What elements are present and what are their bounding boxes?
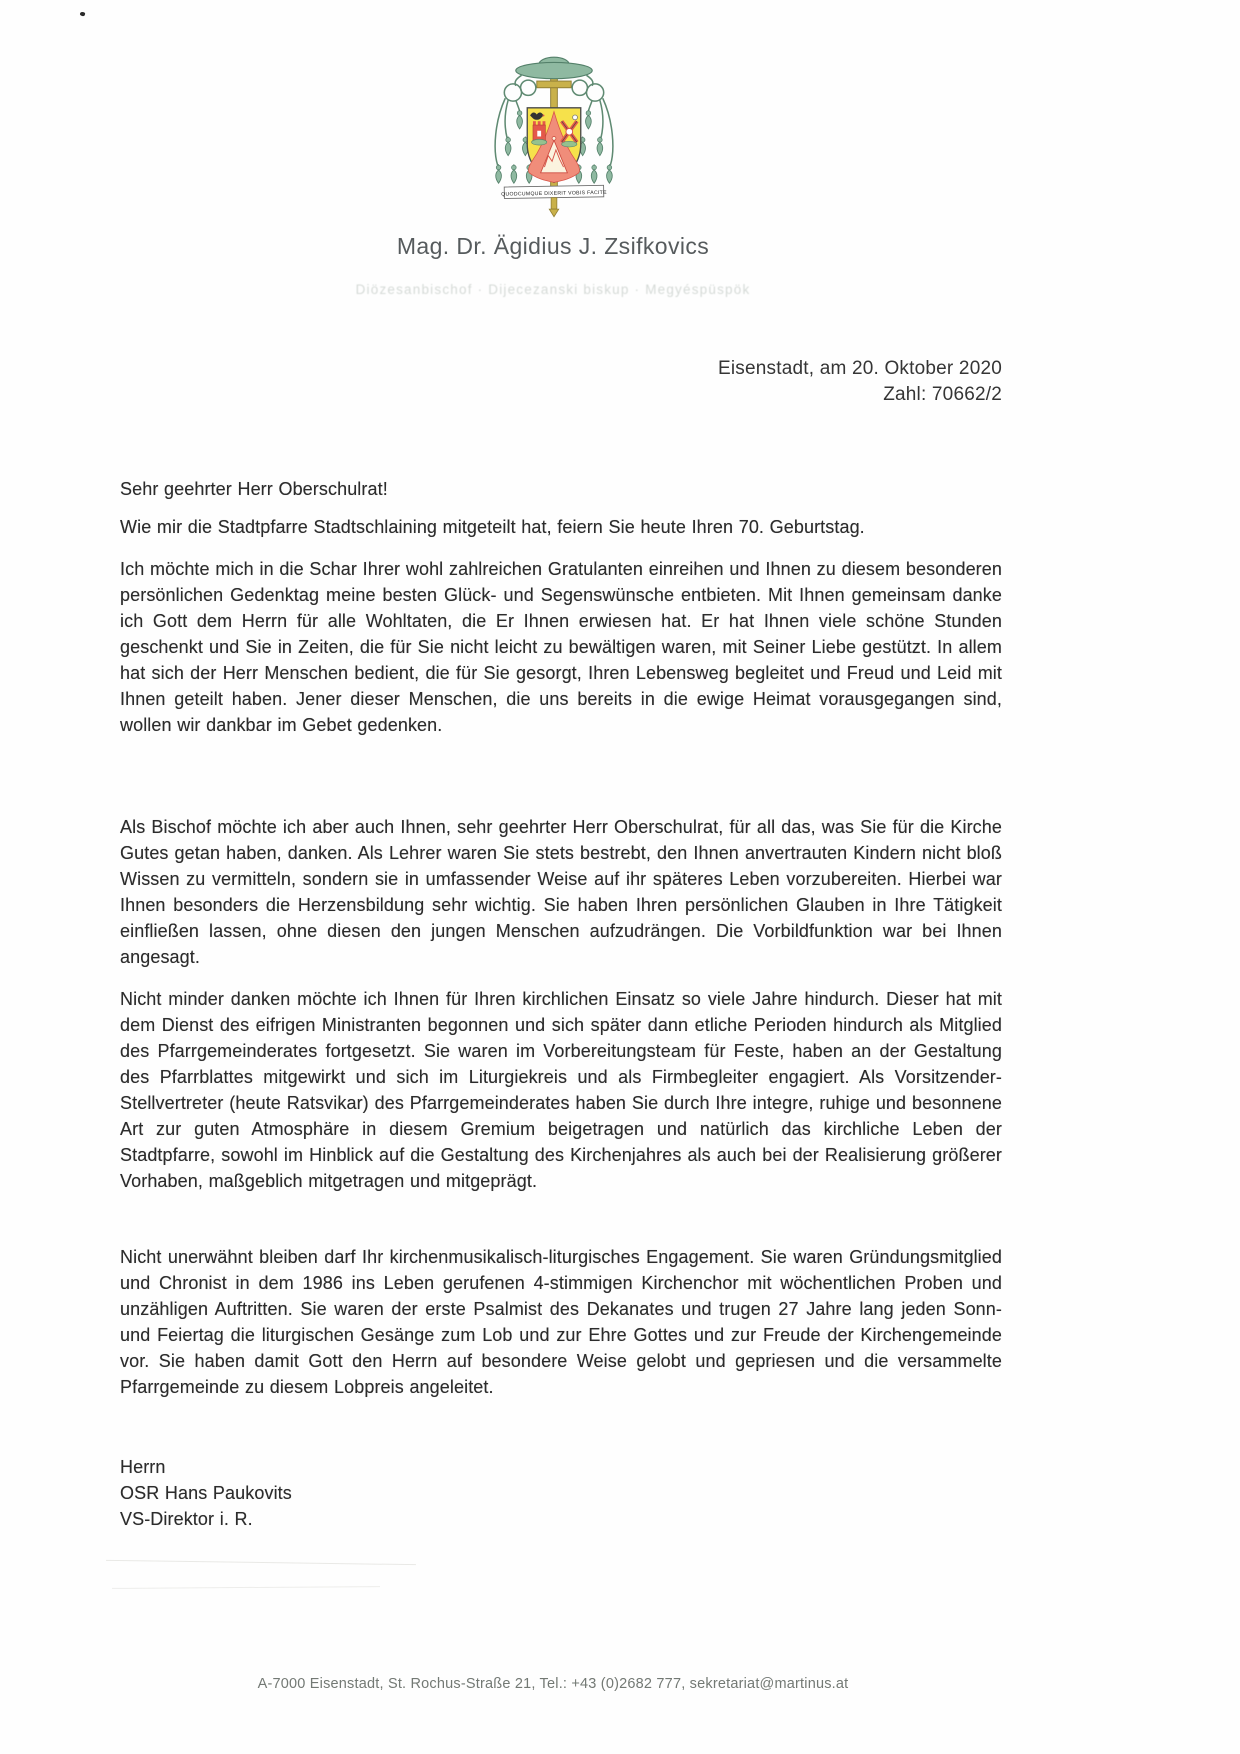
dateline: Eisenstadt, am 20. Oktober 2020	[718, 358, 1002, 379]
reference-number: Zahl: 70662/2	[883, 384, 1002, 405]
paragraph-teacher: Als Bischof möchte ich aber auch Ihnen, sehr geehrter Herr Oberschulrat, für all das, was Sie für die Kirche Gutes getan haben, danken. Als Lehrer waren Sie stets bestrebt, den Ihnen anvertrauten Kindern nicht bloß Wissen zu vermitteln, sondern sie in umfassender Weise auf ihr späteres Leben vorzubereiten. Hierbei war Ihnen besonders die Herzensbildung sehr wichtig. Sie haben Ihren persönlichen Glauben in Ihre Tätigkeit einfließen lassen, ohne diesen den jungen Menschen aufzudrängen. Die Vorbildfunktion war bei Ihnen angesagt.	[120, 817, 1002, 967]
footer-address: A-7000 Eisenstadt, St. Rochus-Straße 21, Tel.: +43 (0)2682 777, sekretariat@martinus.at	[257, 1676, 849, 1692]
sender-name: Mag. Dr. Ägidius J. Zsifkovics	[396, 233, 710, 259]
paragraph-church-music: Nicht unerwähnt bleiben darf Ihr kirchenmusikalisch-liturgisches Engagement. Sie waren Gründungsmitglied und Chronist in dem 1986 ins Leben gerufenen 4-stimmigen Kirchenchor mit wöchentlichen Proben und unzähligen Auftritten. Sie waren der erste Psalmist des Dekanates und trugen 27 Jahre lang jeden Sonn- und Feiertag die liturgischen Gesänge zum Lob und zur Ehre Gottes und zur Freude der Kirchengemeinde vor. Sie haben damit Gott den Herrn auf besondere Weise gelobt und gepriesen und die versammelte Pfarrgemeinde zu diesem Lobpreis angeleitet.	[120, 1247, 1002, 1397]
date-block	[120, 356, 1002, 408]
paragraph-birthday: Wie mir die Stadtpfarre Stadtschlaining mitgeteilt hat, feiern Sie heute Ihren 70. Geburtstag.	[120, 517, 865, 537]
salutation: Sehr geehrter Herr Oberschulrat!	[120, 479, 388, 499]
cross-tip	[549, 198, 559, 217]
scan-artifact-dot	[80, 11, 86, 16]
recipient-block	[120, 1454, 620, 1532]
scan-artifact-smudge	[112, 1586, 380, 1589]
crest-motto: QUODCUMQUE DIXERIT VOBIS FACITE	[501, 189, 607, 198]
bishop-coat-of-arms	[468, 52, 640, 220]
galero-hat-icon	[516, 57, 592, 78]
recipient-line: VS-Direktor i. R.	[120, 1509, 253, 1529]
recipient-line: Herrn	[120, 1457, 166, 1477]
coat-of-arms-icon	[468, 52, 640, 220]
motto-banner	[501, 185, 607, 198]
scan-artifact-smudge	[106, 1560, 416, 1565]
shield-icon	[527, 108, 581, 183]
recipient-line: OSR Hans Paukovits	[120, 1483, 292, 1503]
paragraph-congratulations: Ich möchte mich in die Schar Ihrer wohl zahlreichen Gratulanten einreihen und Ihnen zu diesem besonderen persönlichen Gedenktag meine besten Glück- und Segenswünsche entbieten. Mit Ihnen gemeinsam danke ich Gott dem Herrn für alle Wohltaten, die Er Ihnen erwiesen hat. Er hat Ihnen viele schöne Stunden geschenkt und Sie in Zeiten, die für Sie nicht leicht zu bewältigen waren, mit Seiner Liebe gestützt. In allem hat sich der Herr Menschen bedient, die für Sie gesorgt, Ihren Lebensweg begleitet und Freud und Leid mit Ihnen geteilt haben. Jener dieser Menschen, die uns bereits in die ewige Heimat vorausgegangen sind, wollen wir dankbar im Gebet gedenken.	[120, 559, 1002, 735]
paragraph-parish-service: Nicht minder danken möchte ich Ihnen für Ihren kirchlichen Einsatz so viele Jahre hindurch. Dieser hat mit dem Dienst des eifrigen Ministranten begonnen und sich später dann etliche Perioden hindurch als Mitglied des Pfarrgemeinderates fortgesetzt. Sie waren im Vorbereitungsteam für Feste, haben an der Gestaltung des Pfarrblattes mitgewirkt und sich im Liturgiekreis und als Firmbegleiter engagiert. Als Vorsitzender-Stellvertreter (heute Ratsvikar) des Pfarrgemeinderates haben Sie durch Ihre integre, ruhige und besonnene Art zur guten Atmosphäre in diesem Gremium beigetragen und natürlich das kirchliche Leben der Stadtpfarre, sowohl im Hinblick auf die Gestaltung des Kirchenjahres als auch bei der Realisierung größerer Vorhaben, maßgeblich mitgetragen und mitgeprägt.	[120, 989, 1002, 1191]
sender-subtitle: Diözesanbischof · Dijecezanski biskup · Megyéspüspök	[355, 282, 751, 297]
